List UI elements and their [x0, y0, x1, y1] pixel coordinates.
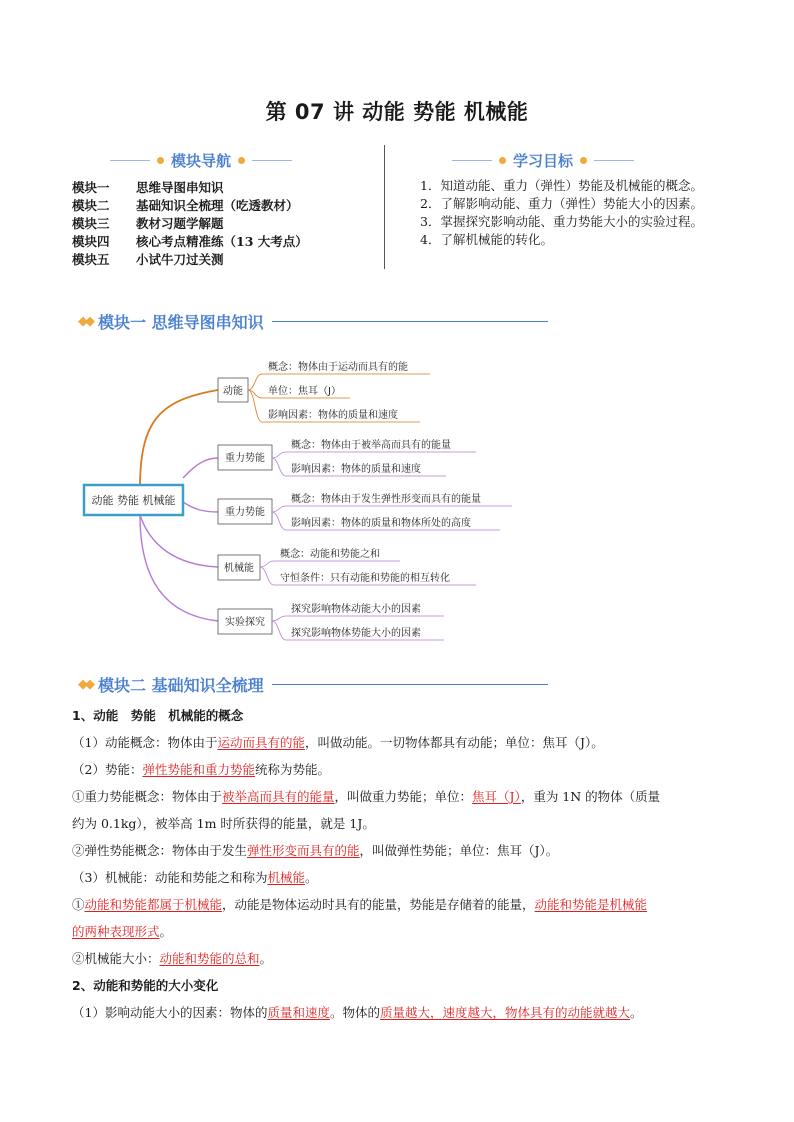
- leaf-line: [272, 616, 444, 621]
- goal-item: 4．了解机械能的转化。: [420, 232, 553, 247]
- paragraph: ②机械能大小：动能和势能的总和。: [72, 951, 273, 966]
- leaf-line: [260, 561, 400, 567]
- subheading: 1、动能 势能 机械能的概念: [72, 708, 244, 723]
- nav-item[interactable]: 模块一 思维导图串知识: [72, 180, 224, 195]
- diamond-icon: ◆◆: [78, 677, 92, 692]
- leaf-label: 影响因素：物体的质量和物体所处的高度: [291, 518, 471, 529]
- goal-item: 1．知道动能、重力（弹性）势能及机械能的概念。: [420, 178, 703, 193]
- paragraph: ①动能和势能都属于机械能，动能是物体运动时具有的能量，势能是存储着的能量，动能和势能是机械能: [72, 897, 648, 912]
- subheading: 2、动能和势能的大小变化: [72, 978, 219, 993]
- connector: [140, 515, 218, 621]
- connector: [140, 515, 218, 567]
- branch-label: 实验探究: [225, 617, 265, 628]
- leaf-line: [272, 506, 512, 512]
- content-body: [72, 702, 732, 1026]
- paragraph: ①重力势能概念：物体由于被举高而具有的能量，叫做重力势能；单位：焦耳（J），重为 1N 的物体（质量: [72, 789, 661, 804]
- nav-item[interactable]: 模块五 小试牛刀过关测: [72, 252, 224, 267]
- leaf-label: 概念：物体由于运动而具有的能: [268, 362, 408, 373]
- goals-heading-label: 学习目标: [513, 151, 574, 170]
- paragraph: （2）势能：弹性势能和重力势能统称为势能。: [72, 762, 330, 777]
- nav-heading-label: 模块导航: [171, 151, 232, 170]
- section-heading-label: 模块二 基础知识全梳理: [98, 676, 264, 695]
- section-heading-2: [78, 673, 548, 696]
- nav-item[interactable]: 模块二 基础知识全梳理（吃透教材）: [72, 198, 299, 213]
- paragraph: ②弹性势能概念：物体由于发生弹性形变而具有的能，叫做弹性势能；单位：焦耳（J）。: [72, 843, 559, 858]
- connector: [183, 458, 218, 478]
- branch-label: 机械能: [224, 563, 254, 574]
- branch-label: 重力势能: [225, 507, 265, 518]
- leaf-line: [272, 452, 476, 458]
- paragraph: （1）动能概念：物体由于运动而具有的能，叫做动能。一切物体都具有动能；单位：焦耳（J）。: [72, 735, 604, 750]
- leaf-label: 影响因素：物体的质量和速度: [268, 410, 398, 421]
- paragraph: （1）影响动能大小的因素：物体的质量和速度。物体的质量越大，速度越大，物体具有的动能就越大。: [72, 1005, 643, 1020]
- leaf-label: 探究影响物体势能大小的因素: [291, 628, 421, 639]
- leaf-label: 影响因素：物体的质量和速度: [291, 464, 421, 475]
- diamond-icon: ◆◆: [78, 314, 92, 329]
- divider: [272, 684, 548, 685]
- goal-item: 2．了解影响动能、重力（弹性）势能大小的因素。: [420, 196, 703, 211]
- goal-item: 3．掌握探究影响动能、重力势能大小的实验过程。: [420, 214, 703, 229]
- root-label: 动能 势能 机械能: [91, 494, 176, 507]
- page-title: 第 07 讲 动能 势能 机械能: [265, 100, 529, 124]
- connector: [140, 390, 218, 488]
- paragraph: 约为 0.1kg），被举高 1m 时所获得的能量，就是 1J。: [72, 816, 375, 831]
- branch-label: 动能: [223, 386, 243, 397]
- leaf-label: 概念：物体由于发生弹性形变而具有的能量: [291, 494, 481, 505]
- leaf-label: 概念：动能和势能之和: [280, 549, 380, 560]
- paragraph: 的两种表现形式。: [72, 924, 173, 939]
- nav-item[interactable]: 模块四 核心考点精准练（13 大考点）: [72, 234, 308, 249]
- nav-item[interactable]: 模块三 教材习题学解题: [72, 216, 224, 231]
- paragraph: （3）机械能：动能和势能之和称为机械能。: [72, 870, 318, 885]
- leaf-label: 单位：焦耳（J）: [268, 386, 341, 397]
- leaf-label: 探究影响物体动能大小的因素: [291, 604, 421, 615]
- leaf-label: 概念：物体由于被举高而具有的能量: [291, 440, 451, 451]
- leaf-label: 守恒条件：只有动能和势能的相互转化: [280, 573, 450, 584]
- connector: [183, 502, 218, 512]
- branch-label: 重力势能: [225, 453, 265, 464]
- section-heading-label: 模块一 思维导图串知识: [98, 313, 264, 332]
